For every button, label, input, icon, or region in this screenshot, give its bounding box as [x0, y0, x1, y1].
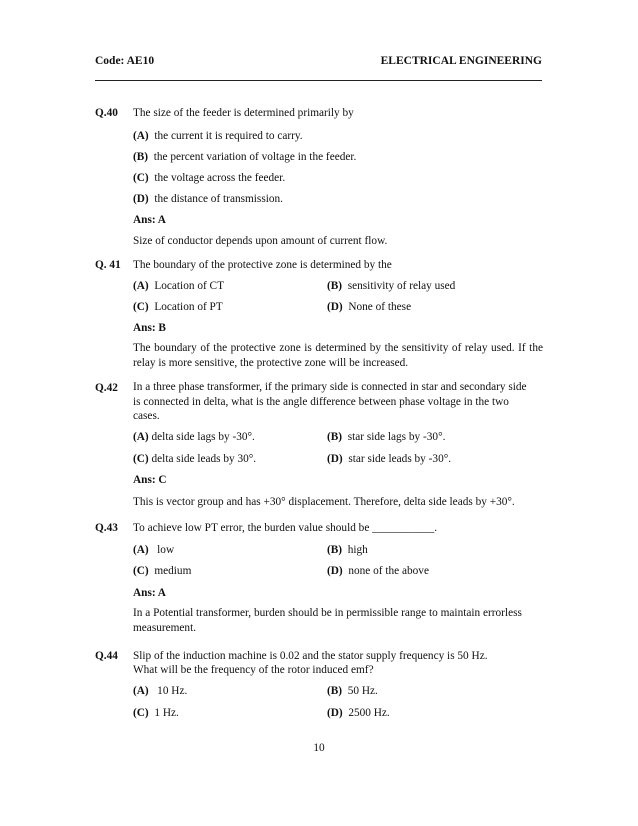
option-text: 1 Hz. [154, 707, 179, 719]
option-d [133, 192, 283, 206]
option-letter: (A) [133, 431, 149, 443]
option-text: 2500 Hz. [348, 707, 390, 719]
option-b [133, 150, 356, 164]
option-text: Location of PT [154, 301, 223, 313]
answer: Ans: C [133, 474, 167, 486]
option-b [327, 430, 445, 444]
explanation: This is vector group and has +30° displacement. Therefore, delta side leads by +30°. [133, 496, 515, 508]
question-text-line-2: What will be the frequency of the rotor induced emf? [133, 664, 374, 676]
question-text: To achieve low PT error, the burden value should be ___________. [133, 522, 438, 534]
option-text: none of the above [348, 565, 429, 577]
option-c [133, 300, 223, 314]
option-letter: (A) [133, 544, 149, 556]
option-c [133, 706, 179, 720]
answer: Ans: A [133, 214, 166, 226]
option-b [327, 684, 378, 698]
option-letter: (D) [327, 707, 343, 719]
question-number: Q.40 [95, 107, 118, 119]
option-text: delta side leads by 30°. [151, 453, 257, 465]
option-letter: (A) [133, 130, 149, 142]
option-text: Location of CT [154, 280, 224, 292]
option-d [327, 564, 429, 578]
option-letter: (B) [327, 685, 343, 697]
option-a [133, 684, 187, 698]
exam-code: Code: AE10 [95, 55, 155, 67]
option-text: the distance of transmission. [154, 193, 283, 205]
question-text-line-1: Slip of the induction machine is 0.02 and the stator supply frequency is 50 Hz. [133, 650, 488, 662]
header-divider [95, 80, 542, 81]
option-text: star side lags by -30°. [347, 431, 446, 443]
option-letter: (D) [327, 301, 343, 313]
explanation: Size of conductor depends upon amount of current flow. [133, 235, 388, 247]
explanation: In a Potential transformer, burden should be in permissible range to maintain errorless measurement. [133, 607, 522, 634]
question-number: Q.42 [95, 382, 118, 394]
option-text: the current it is required to carry. [154, 130, 303, 142]
option-letter: (A) [133, 280, 149, 292]
option-c [133, 171, 285, 185]
option-letter: (B) [133, 151, 149, 163]
option-b [327, 543, 368, 557]
option-text: the percent variation of voltage in the feeder. [153, 151, 357, 163]
option-letter: (C) [133, 565, 149, 577]
option-a [133, 430, 255, 444]
option-letter: (D) [133, 193, 149, 205]
option-text: the voltage across the feeder. [154, 172, 286, 184]
option-c [133, 564, 191, 578]
option-text: 50 Hz. [347, 685, 378, 697]
option-letter: (A) [133, 685, 149, 697]
option-text: star side leads by -30°. [348, 453, 452, 465]
page-number: 10 [313, 742, 325, 754]
option-a [133, 543, 174, 557]
option-text: None of these [348, 301, 412, 313]
option-a [133, 279, 224, 293]
question-text: The boundary of the protective zone is determined by the [133, 259, 392, 271]
option-b [327, 279, 455, 293]
option-text: delta side lags by -30°. [151, 431, 255, 443]
option-text: 10 Hz. [157, 685, 188, 697]
option-letter: (D) [327, 453, 343, 465]
option-text: medium [154, 565, 192, 577]
question-number: Q.44 [95, 650, 118, 662]
explanation: The boundary of the protective zone is determined by the sensitivity of relay used. If the relay is more sensitive, the protective zone will be increased. [133, 342, 543, 369]
option-d [327, 452, 451, 466]
option-letter: (B) [327, 544, 343, 556]
option-letter: (B) [327, 280, 343, 292]
option-a [133, 129, 303, 143]
option-letter: (C) [133, 453, 149, 465]
question-number: Q.43 [95, 522, 118, 534]
exam-subject: ELECTRICAL ENGINEERING [380, 55, 542, 67]
question-text: The size of the feeder is determined primarily by [133, 107, 354, 119]
option-d [327, 300, 411, 314]
option-text: sensitivity of relay used [347, 280, 456, 292]
option-letter: (D) [327, 565, 343, 577]
question-text: In a three phase transformer, if the primary side is connected in star and secondary side is connected in delta, what is the angle difference between phase voltage in the two cases. [133, 381, 527, 422]
option-c [133, 452, 256, 466]
option-letter: (B) [327, 431, 343, 443]
option-d [327, 706, 390, 720]
question-number: Q. 41 [95, 259, 121, 271]
option-letter: (C) [133, 707, 149, 719]
option-letter: (C) [133, 301, 149, 313]
answer: Ans: A [133, 587, 166, 599]
option-text: high [347, 544, 368, 556]
option-letter: (C) [133, 172, 149, 184]
option-text: low [157, 544, 175, 556]
answer: Ans: B [133, 322, 166, 334]
